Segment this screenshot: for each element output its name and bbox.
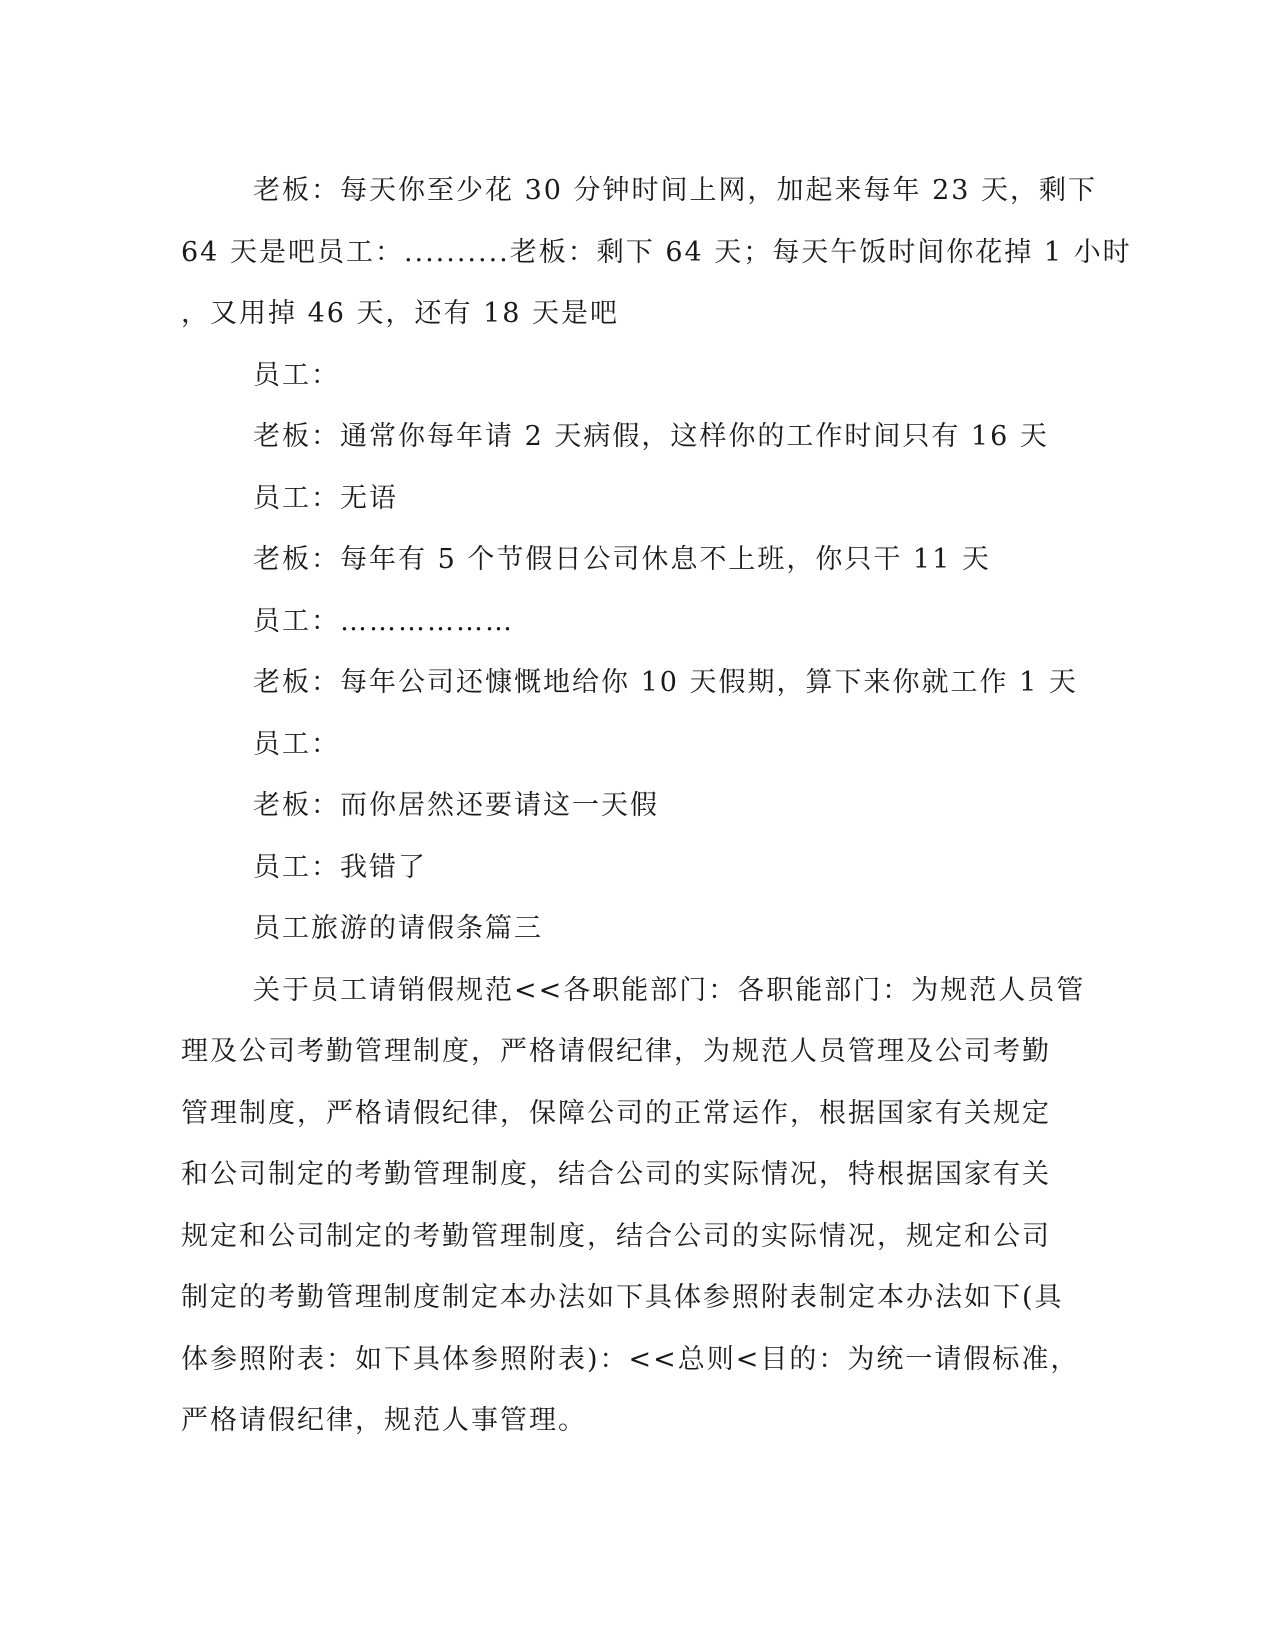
dialogue-line: 员工：……………… <box>253 605 514 637</box>
dialogue-line: 老板：每年有 5 个节假日公司休息不上班，你只干 11 天 <box>253 544 991 575</box>
paragraph-line: 和公司制定的考勤管理制度，结合公司的实际情况，特根据国家有关 <box>181 1159 1051 1190</box>
dialogue-line: 员工： <box>253 728 340 760</box>
dialogue-line: 员工：无语 <box>253 482 398 514</box>
paragraph-line: 严格请假纪律，规范人事管理。 <box>181 1405 587 1436</box>
dialogue-line: 老板：每年公司还慷慨地给你 10 天假期，算下来你就工作 1 天 <box>253 667 1078 698</box>
dialogue-line: 老板：通常你每年请 2 天病假，这样你的工作时间只有 16 天 <box>253 421 1049 452</box>
paragraph-line: 老板：每天你至少花 30 分钟时间上网，加起来每年 23 天，剩下 <box>253 175 1098 206</box>
paragraph-line: 理及公司考勤管理制度，严格请假纪律，为规范人员管理及公司考勤 <box>181 1036 1051 1067</box>
paragraph-line: 体参照附表：如下具体参照附表)：<<总则<目的：为统一请假标准， <box>181 1343 1080 1375</box>
paragraph-line: 规定和公司制定的考勤管理制度，结合公司的实际情况，规定和公司 <box>181 1220 1051 1252</box>
dialogue-line: 老板：而你居然还要请这一天假 <box>253 790 659 821</box>
paragraph-line: 64 天是吧员工：..........老板：剩下 64 天；每天午饭时间你花掉 1 小时 <box>181 236 1132 268</box>
dialogue-line: 员工：我错了 <box>253 851 427 883</box>
paragraph-line: 制定的考勤管理制度制定本办法如下具体参照附表制定本办法如下(具 <box>181 1282 1064 1313</box>
dialogue-line: 员工： <box>253 359 340 391</box>
paragraph-line: ，又用掉 46 天，还有 18 天是吧 <box>181 298 620 329</box>
paragraph-line: 关于员工请销假规范<<各职能部门：各职能部门：为规范人员管 <box>253 974 1086 1006</box>
document-body <box>181 160 1132 1452</box>
paragraph-line: 管理制度，严格请假纪律，保障公司的正常运作，根据国家有关规定 <box>181 1097 1051 1129</box>
section-heading: 员工旅游的请假条篇三 <box>253 913 543 944</box>
